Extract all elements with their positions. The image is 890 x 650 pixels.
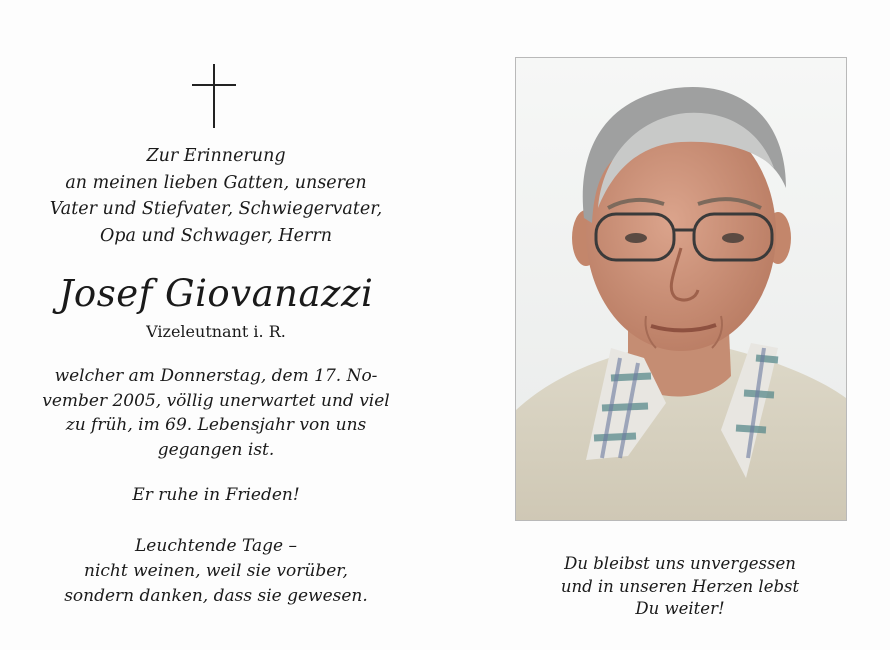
death-notice	[30, 364, 402, 462]
poem-line: sondern danken, dass sie gewesen.	[64, 586, 368, 606]
memorial-dedication	[20, 143, 412, 249]
death-notice-line: vember 2005, völlig unerwartet und viel	[42, 390, 390, 411]
dedication-line: Zur Erinnerung	[146, 146, 286, 166]
poem-line: nicht weinen, weil sie vorüber,	[84, 561, 348, 581]
portrait-illustration	[516, 58, 846, 520]
death-notice-line: gegangen ist.	[157, 439, 275, 460]
death-notice-line: zu früh, im 69. Lebensjahr von uns	[65, 415, 367, 435]
death-notice-line: welcher am Donnerstag, dem 17. No-	[54, 366, 378, 386]
verse-line: Du bleibst uns unvergessen	[564, 554, 796, 573]
cross-icon	[192, 64, 236, 128]
dedication-line: Vater und Stiefvater, Schwiegervater,	[49, 199, 383, 219]
poem-line: Leuchtende Tage –	[135, 536, 297, 556]
dedication-line: Opa und Schwager, Herrn	[99, 225, 333, 246]
dedication-line: an meinen lieben Gatten, unseren	[65, 172, 367, 193]
deceased-rank: Vizeleutnant i. R.	[146, 322, 286, 341]
verse-line: und in unseren Herzen lebst	[560, 576, 800, 596]
verse-line: Du weiter!	[635, 599, 725, 618]
deceased-name: Josef Giovanazzi	[58, 272, 374, 315]
portrait-photo	[515, 57, 847, 521]
closing-verse	[515, 553, 845, 621]
rest-in-peace: Er ruhe in Frieden!	[132, 485, 300, 505]
memorial-poem	[20, 534, 412, 609]
